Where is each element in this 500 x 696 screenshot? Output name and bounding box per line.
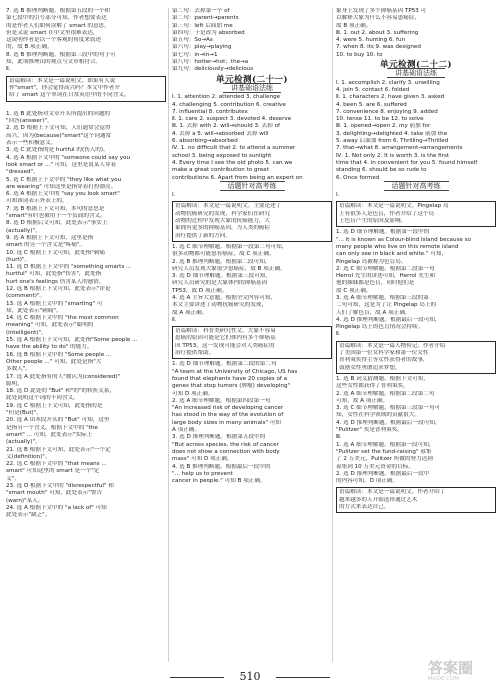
answer-line: school 3. being exposed to sunlight — [172, 152, 272, 159]
column-left — [6, 8, 166, 519]
answer-line: 12. 选 B 根据上下文可知，此处表示"评论 — [6, 285, 111, 292]
summary-line: 语篇解读：科普类研究性文。大象不容易 — [175, 328, 276, 335]
page-number-dash — [170, 677, 224, 678]
answer-line: Ⅲ. 1. 去掉 with 2. will→should 3. 去掉 of — [172, 123, 280, 130]
summary-line: 鼓励女性勇敢追求梦想。 — [339, 364, 401, 371]
page-number-text: 510 — [239, 670, 261, 683]
answer-line: 聪明。 — [6, 380, 23, 387]
answer-line: 表示一些积极意义。 — [6, 140, 57, 147]
answer-line: 了 2 万美元，Pulitzer 所做的努力达到 — [336, 456, 433, 463]
answer-line: 4. 选 A 根据下文中的 "someone could say you — [6, 154, 131, 161]
answer-line: 第六句：play→playing — [172, 44, 232, 51]
column-right — [336, 8, 496, 515]
summary-line: 因 TP53，这一发现可能会对人类癌症的 — [175, 342, 275, 349]
answer-line: 10. to buy 10. to — [336, 51, 383, 58]
answer-line: 4. 选 D 推理判断题。根据最后一段可知， — [336, 419, 441, 426]
answer-line: 3. 选 D 推理判断题。根据第五段中的 — [172, 434, 266, 441]
answer-line: 10. 选 C 根据上下文可知，此处指"刺痛 — [6, 249, 106, 256]
answer-line: "dressed"。 — [6, 169, 39, 176]
answer-line: look smart or ..." 可知，这里是说某人穿着 — [6, 161, 117, 168]
answer-line: 是指另一个含义。根据下文中的 "the — [6, 424, 98, 431]
answer-line: 1. 选 A 细节理解题。根据第一段可知， — [336, 441, 435, 448]
answer-line: 的是作者人们如何误解了 smart 的意思， — [6, 22, 110, 29]
unit-title: 单元检测(二十一) — [216, 74, 288, 85]
answer-line: 的，故 B 项正确。 — [6, 44, 53, 51]
passage-summary-box — [6, 76, 166, 102]
summary-line: 动物的过程中发现大象的抗癌能力，大 — [175, 218, 271, 225]
answer-line: 高兴，因为(because)"smart"这个词通常 — [6, 132, 112, 139]
answer-line: 15. 选 A 根据上下文可知，此处指"Some people ... — [6, 337, 138, 344]
answer-line: 此处表示"缺乏"。 — [6, 512, 51, 519]
answer-line: has stood in the way of the evolution of — [172, 412, 284, 419]
summary-line: 语篇解读：本文是一篇说明文。作者介绍了 — [339, 489, 446, 496]
answer-line: "Pulitzer set the fund-raising" 募集 — [336, 448, 432, 455]
answer-line: "But across species, the risk of cancer — [172, 441, 279, 448]
answer-line: 17. 选 A 此处指有的人"被认为(considered)" — [6, 373, 121, 380]
answer-line: smart" ... 可知，此处表示"实际上 — [6, 431, 93, 438]
answer-line: 可知 D 项正确。 — [172, 390, 214, 397]
answer-line: 义(definition)"。 — [6, 453, 51, 460]
answer-line: "Pulitzer" 奖是普利策奖。 — [336, 427, 403, 434]
answer-line: contributions 6. Apart from being an expert on — [172, 174, 303, 181]
answer-line: 4. been 5. are 6. suffered — [336, 101, 407, 108]
answer-line: 6. 选 A 根据上文中的 "say you look smart" — [6, 191, 120, 198]
passage-summary-box — [172, 326, 332, 359]
answer-line: 研究人员发现大象很少患癌症，故 B 项正确。 — [172, 265, 286, 272]
summary-line: 治疗提供了新的方向。 — [175, 232, 231, 239]
answer-line: "但是(But)"。 — [6, 410, 42, 417]
answer-line: 2. 选 B 推理判断题。根据第二段可知， — [172, 258, 271, 265]
answer-line: 5. away 后面加 from 6. Thrilling→Thrilled — [336, 138, 449, 145]
answer-line: 20. 选 A 由本段开头的 "But" 可知，这里 — [6, 417, 110, 424]
summary-line: 治疗提供帮助。 — [175, 350, 215, 357]
answer-line: 3. 选 C 细节理解题。根据第三段第一句可 — [336, 405, 441, 412]
answer-line: Ⅱ. 1. care 2. suspect 3. devoted 4. deserve — [172, 116, 292, 123]
answer-line: large body sizes in many animals" 可知 — [172, 419, 281, 426]
summary-line: 语篇解读：本文是一篇人物传记。作者介绍 — [339, 342, 446, 349]
answer-line: 23. 选 D 根据下文中的 "disrespectful" 和 — [6, 483, 114, 489]
answer-line: 义"。 — [6, 475, 20, 482]
answer-line: TP53，故 D 项正确。 — [172, 287, 228, 294]
answer-line: 6. absorbing→absorbed — [172, 138, 238, 145]
summary-line: 语篇解读：本文是一篇说明文。主要论述了 — [175, 203, 282, 210]
answer-line: cancer in people." 可知 B 项正确。 — [172, 478, 266, 485]
answer-line: "smart"有时也被用于一个负面的含义。 — [6, 213, 106, 220]
summary-line: 语篇解读：本文是一篇说明文。Pingelap 岛 — [339, 203, 449, 210]
passage-summary-box — [336, 487, 496, 513]
answer-line: Ⅲ. 1. out 2. about 3. suffering — [336, 29, 419, 36]
answer-line: (actually)"。 — [6, 227, 41, 234]
answer-line: 9. 选 A 根据上下文可知，这里是指 — [6, 234, 94, 241]
spacer-line — [6, 104, 166, 111]
answer-line: 1. 选 C 细节理解题。根据第一段第二句可知， — [172, 243, 288, 250]
section-title — [336, 70, 496, 77]
answer-line: Pingelap 岛上的色盲情况会持续。 — [336, 324, 424, 331]
answer-line: (hurt)"。 — [6, 256, 31, 263]
answer-line: 2. 选 C 细节理解题。根据第二段第一句 — [336, 265, 435, 272]
answer-line: Ⅰ. 1. attention 2. attended 3. challenge — [172, 94, 281, 101]
answer-line: 这说明作者是以一个客观的角度来叙述 — [6, 37, 102, 44]
answer-line: are wearing" 可知这里是指穿着打扮漂亮。 — [6, 183, 117, 190]
page-number — [0, 670, 500, 683]
answer-line: (warn)"某人。 — [6, 497, 44, 504]
answer-line: 7. when 8. its 9. was designed — [336, 44, 421, 51]
answer-line: 4. 选 A 主旨大意题。根据全文内容可知， — [172, 294, 276, 301]
answer-line: 2. 选 A 细节理解题。根据第二段第二句 — [336, 390, 435, 397]
answer-line: 6. Once formed — [336, 174, 380, 181]
answer-line: 本文主要讲述了动物抗癌研究的发现， — [172, 302, 268, 309]
answer-line: 21. 选 B 根据下文可知，此处表示"一个定 — [6, 446, 111, 453]
answer-line: can only see in black and white." 可知， — [336, 251, 448, 258]
summary-line: 象拥有更多的抑癌基因，为人类的癌症 — [175, 225, 271, 232]
answer-line: "An increased risk of developing cancer — [172, 405, 284, 412]
answer-line: (intelligent)"。 — [6, 329, 47, 336]
answer-line: "A team at the University of Chicago, US has — [172, 368, 298, 375]
answer-line: 2. 选 D 推理判断题。根据最后一段中 — [336, 470, 430, 477]
summary-line: 你"smart"，你会觉得高兴吗？本文中作者介 — [9, 84, 120, 91]
answer-line: (actually)"。 — [6, 439, 41, 446]
answer-line: 4. 选 B 推理判断题。根据最后一段中的 — [172, 463, 271, 470]
summary-line: 语篇解读：本文是一篇说明文。如果有人说 — [9, 77, 116, 84]
answer-line: 2. 选 A 细节理解题。根据第四段第一句 — [172, 397, 271, 404]
column-divider — [168, 8, 169, 662]
answer-line: Ⅱ. — [6, 66, 11, 73]
answer-line: meaning" 可知，此处表示"聪明的 — [6, 322, 94, 329]
answer-line: "回答(answer)"。 — [6, 118, 53, 125]
answer-line: 的内容可知，D 项正确。 — [336, 478, 399, 485]
answer-line: 象身上发现了多个抑癌基因 TP53 可 — [336, 8, 427, 14]
answer-line: "... it is known as Colour-blind Island because so — [336, 236, 471, 243]
answer-line: 8. 选 B 推理判断题。根据第三段中的句子可 — [6, 51, 116, 58]
answer-line: 16. 选 B 根据下文中的 "Some people ... — [6, 351, 112, 358]
answer-line: 研究人员研究的是大象体内的抑癌基因 — [172, 280, 268, 287]
answer-line: "... help us to prevent — [172, 470, 233, 477]
answer-line: 故 B 项正确。 — [336, 22, 372, 29]
answer-line: 第七段中的引号部分可知，作者想要表达 — [6, 15, 107, 22]
answer-line: 第五句：So→As — [172, 37, 213, 44]
answer-line: 18. 选 D 此处的 "But" 和"的"的转折关系， — [6, 388, 116, 395]
answer-line: 这些女性都获得了普利策奖。 — [336, 383, 409, 390]
answer-line: Ⅰ. — [172, 192, 176, 199]
answer-line: 7. 选 B 推理判断题。根据第五段的一个和 — [6, 8, 111, 14]
answer-line: 13. 选 A 根据上文中的 "smarting" 可 — [6, 300, 103, 307]
answer-line: 2. 选 D 根据上下文可知，人们通常会觉得 — [6, 125, 111, 132]
answer-line: 3. delighting→delighted 4. take 前加 the — [336, 130, 448, 137]
section-title-text: 讲基础语法练 — [387, 68, 445, 78]
answer-line: Ⅰ. — [336, 192, 340, 199]
answer-line: Ⅳ. 1. Not only 2. It is worth 3. is the first — [336, 152, 450, 159]
summary-line: 越来越多的人开始选择通过艺术 — [339, 496, 418, 503]
answer-line: 7. that→what 8. arrangement→arrangements — [336, 145, 463, 152]
section-title-text: 讲基础语法练 — [223, 83, 281, 93]
answer-line: 1. 选 D 细节理解题。根据第二段的第二句 — [172, 361, 277, 368]
answer-line: 22. 选 C 根据下文中的 "that means ... — [6, 461, 107, 468]
answer-line: 4. 去掉 a 5. will→absorbed 去掉 will — [172, 130, 269, 137]
answer-line: Herrol 先生的讲述可知，Herrol 先生和 — [336, 273, 436, 280]
answer-line: 人们了解色盲，故 A 项正确。 — [336, 309, 411, 316]
answer-line: 多数人"。 — [6, 366, 31, 373]
answer-line: hurtful" 可知，此处指"伤害"，此处指 — [6, 271, 102, 278]
summary-line: 动物抗癌研究的发现，科学家们在研究 — [175, 210, 271, 217]
summary-line: 上色盲产生的原因及影响。 — [339, 218, 407, 225]
answer-line: 知，此项推理出的观点与文章相符合。 — [6, 59, 102, 66]
summary-line: 绍了 smart 这个单词在日常英语中的不同含义。 — [9, 92, 130, 99]
answer-line: 4. were 5. hunting 6. fun — [336, 37, 406, 44]
answer-line: 1. 选 B 此处指对文章开头所提出的问题的 — [6, 110, 111, 117]
answer-line: 第三句：left 后面加 me — [172, 22, 233, 29]
answer-line: 4. 选 D 推理判断题。根据最后一段可知， — [336, 316, 441, 323]
answer-line: 10. tense 11. to be 12. to solve — [336, 116, 424, 123]
answer-line: 3. 选 D 细节理解题。根据第三段可知， — [172, 273, 271, 280]
answer-line: does not show a connection with body — [172, 448, 280, 455]
answer-line: 7. influential 8. contributes — [172, 108, 248, 115]
answer-line: 他的妹妹都是色盲，同时他们是 — [336, 280, 415, 287]
answer-line: Other people ..." 可知，此处是指"大 — [6, 358, 102, 365]
answer-line: 此处说明这个词的不同含义。 — [6, 395, 79, 402]
answer-line: 11. 选 D 根据上下文中的 "something smarts ... — [6, 264, 132, 271]
answer-line: mass" 可知 D 项正确。 — [172, 456, 233, 463]
answer-line: 故 A 项正确。 — [172, 309, 208, 316]
answer-line: Ⅱ. — [336, 331, 341, 338]
answer-line: smart 的另一个含义是"疼痛"。 — [6, 242, 86, 249]
answer-line: 14. 选 C 根据下文中的 "the most common — [6, 315, 119, 322]
passage-summary-box — [336, 341, 496, 374]
section-title-text: 话题针对高考练 — [220, 181, 285, 191]
section-title-text: 话题针对高考练 — [384, 181, 449, 191]
answer-line: 二句可知，这是为了让 Pingelap 岛上的 — [336, 302, 437, 309]
answer-line: 8. 选 D 根据后文可知，此处表示"事实上 — [6, 220, 108, 227]
page-number-dash — [276, 677, 330, 678]
watermark-logo — [428, 660, 494, 690]
answer-line: 第二句：去掉第一个 of — [172, 8, 230, 14]
answer-line: 5. 选 C 根据上下文中的 "they like what you — [6, 176, 122, 183]
answer-line: 知，女性在科学领域的贡献很大。 — [336, 412, 420, 419]
answer-line: 第四句：于是改为 absorbed — [172, 29, 245, 36]
summary-line: 了美国第一位女科学家和第一位女性 — [339, 350, 429, 357]
answer-line: "smart mouth" 可知，此处表示"警告 — [6, 490, 103, 497]
answer-line: Ⅲ. 1. opened→open 2. my 前加 for — [336, 123, 431, 130]
answer-line: 3. 选 A 细节理解题。根据第三段的第 — [336, 294, 429, 301]
answer-line: Ⅰ. 1. accomplish 2. clarify 3. unwilling — [336, 79, 440, 86]
answer-line: (comment)"。 — [6, 293, 46, 300]
answer-line: 第九句：deliciously→delicious — [172, 66, 254, 73]
answer-line: Ⅱ. — [172, 316, 177, 323]
answer-line: 募集到 10 万美元资金的目标。 — [336, 463, 414, 470]
answer-line: 1. 选 D 细节理解题。根据第一段中的 — [336, 229, 430, 236]
answer-line: standing 6. should be so rude to — [336, 167, 427, 174]
summary-line: 的方式来表达自己。 — [339, 504, 390, 510]
answer-line: 4. challenging 5. contribution 6. creative — [172, 101, 286, 108]
answer-line: 可知，故 A 项正确。 — [336, 397, 389, 404]
section-title — [336, 183, 496, 190]
answer-line: 24. 选 A 根据下文中的 "a lack of" 可知 — [6, 504, 107, 511]
answer-line: 19. 选 C 根据上下文可知，此处指的是 — [6, 402, 103, 409]
answer-line: 很多动物都可能患有癌症，故 C 项正确。 — [172, 251, 275, 258]
answer-line: found that elephants have 20 copies of a — [172, 375, 288, 382]
answer-line: Pingelap 岛被称为色盲岛。 — [336, 258, 407, 265]
answer-line: 第八句：hotter→hot；the→a — [172, 59, 249, 66]
summary-line: 普利策奖得主等女性获得者的故事， — [339, 357, 429, 364]
answer-line: Ⅲ. — [336, 434, 342, 441]
answer-line: 第七句：in→in→1 — [172, 51, 218, 58]
answer-line: 4. Every time I see the old photo 5. can we — [172, 159, 293, 166]
answer-line: make a great contribution to great — [172, 167, 269, 174]
answer-line: many people who live on this remote island — [336, 243, 459, 250]
watermark-title: 答案圈 — [428, 659, 474, 677]
column-middle — [172, 8, 332, 485]
answer-line: 第二句：parent→parents — [172, 15, 239, 22]
answer-line: 可知该词表示外表上的。 — [6, 198, 68, 205]
answer-line: have the ability to do" 的能力。 — [6, 344, 93, 351]
answer-line: A 项正确。 — [172, 427, 200, 434]
passage-summary-box — [172, 201, 332, 241]
summary-line: 上有很多人是色盲，作者介绍了这个岛 — [339, 210, 435, 217]
answer-line: Ⅳ. 1. no difficult that 2. to attend a summer — [172, 145, 296, 152]
passage-summary-box — [336, 201, 496, 227]
column-divider — [332, 8, 333, 662]
answer-line: hurt one's feelings 伤害某人的感情。 — [6, 278, 105, 285]
unit-title: 单元检测(二十二) — [380, 60, 452, 71]
answer-line: 1. 选 B 词义猜测题。根据下文可知， — [336, 375, 429, 382]
answer-line: Ⅱ. 1. characters 2. have given 3. asked — [336, 94, 445, 101]
answer-line: 知，此处表示"刺痛"。 — [6, 307, 62, 314]
section-title — [172, 183, 332, 190]
answer-line: smart" 可知这里的 smart 是一个"定 — [6, 468, 100, 475]
answer-line: time that 4. in convenient for you 5. found himself — [336, 159, 478, 166]
answer-line: 但是又说 smart 在中文里很难表达， — [6, 29, 99, 36]
answer-line: 7. 选 B 根据上下文可知，本句的意思是 — [6, 205, 105, 212]
section-title — [172, 85, 332, 92]
answer-line: 故 C 项正确。 — [336, 287, 372, 294]
answer-line: 7. convenience 8. enjoying 9. added — [336, 108, 438, 115]
answer-line: 以解释大象为什么不容易患癌症， — [336, 15, 420, 22]
watermark-subtitle: MXQE.COM — [428, 676, 459, 682]
answer-line: 4. join 5. contact 6. folded — [336, 86, 410, 93]
answer-line: 3. 选 C 此处指的是 hurtful 的(伤人的)。 — [6, 147, 109, 154]
answer-line: genes that stop tumors (肿瘤) developing" — [172, 383, 291, 390]
summary-line: 患癌的原因可能是它们体内有多个抑癌基 — [175, 335, 276, 342]
